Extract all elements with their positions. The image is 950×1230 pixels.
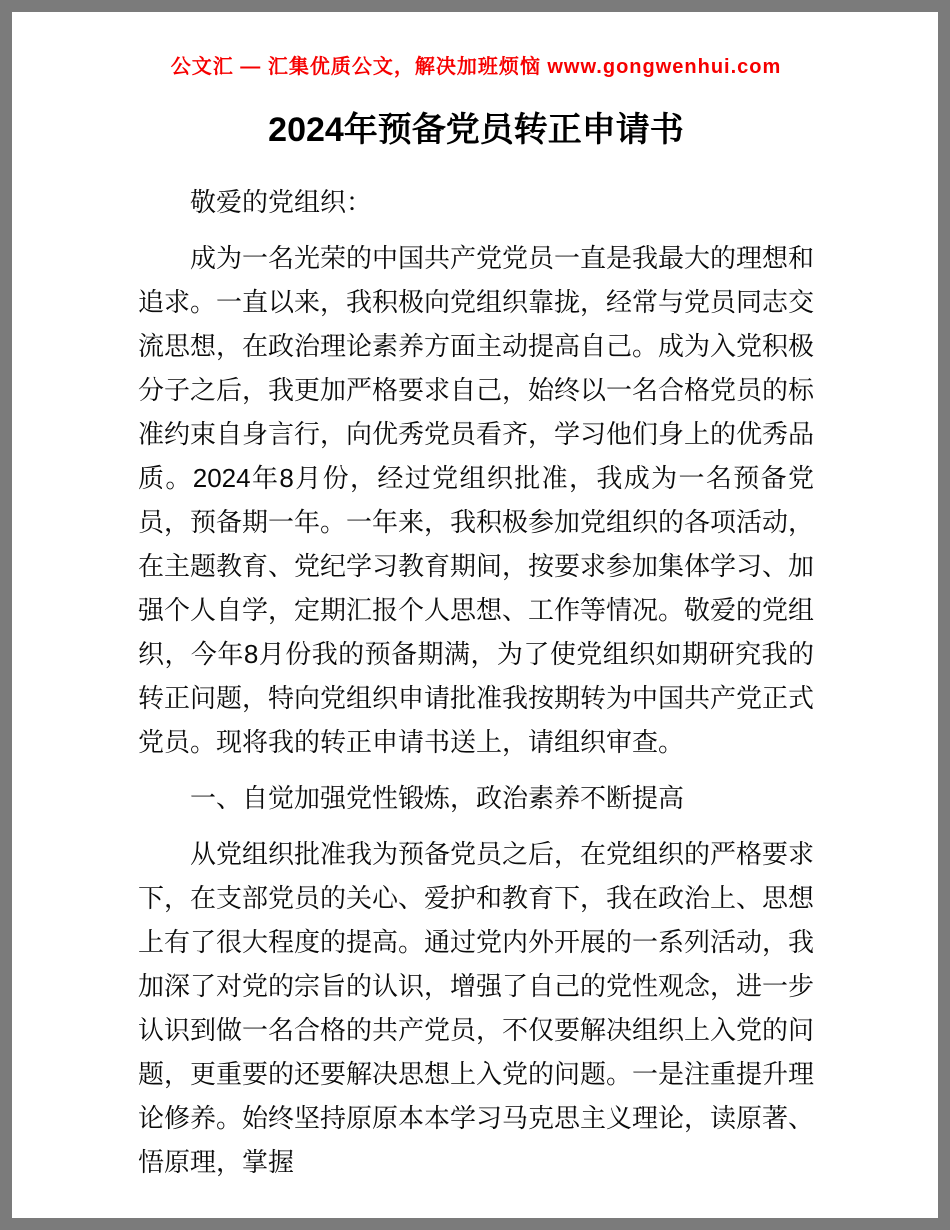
paragraph-body: 成为一名光荣的中国共产党党员一直是我最大的理想和追求。一直以来，我积极向党组织靠拢，经常与党员同志交流思想，在政治理论素养方面主动提高自己。成为入党积极分子之后，我更加严格要求自己，始终以一名合格党员的标准约束自身言行，向优秀党员看齐，学习他们身上的优秀品质。2024年8月份，经过党组织批准，我成为一名预备党员，预备期一年。一年来，我积极参加党组织的各项活动，在主题教育、党纪学习教育期间，按要求参加集体学习、加强个人自学，定期汇报个人思想、工作等情况。敬爱的党组织，今年8月份我的预备期满，为了使党组织如期研究我的转正问题，特向党组织申请批准我按期转为中国共产党正式党员。现将我的转正申请书送上，请组织审查。 (138, 243, 815, 757)
document-body (138, 180, 814, 1184)
paragraph-section-heading: 一、自觉加强党性锻炼，政治素养不断提高 (190, 783, 685, 813)
document-title: 2024年预备党员转正申请书 (268, 111, 684, 149)
document-page (12, 12, 938, 1218)
watermark-banner: 公文汇 — 汇集优质公文，解决加班烦恼 www.gongwenhui.com (170, 56, 782, 78)
paragraph-salutation: 敬爱的党组织： (190, 187, 373, 217)
paragraph-body: 从党组织批准我为预备党员之后，在党组织的严格要求下，在支部党员的关心、爱护和教育下，我在政治上、思想上有了很大程度的提高。通过党内外开展的一系列活动，我加深了对党的宗旨的认识，增强了自己的党性观念，进一步认识到做一名合格的共产党员，不仅要解决组织上入党的问题，更重要的还要解决思想上入党的问题。一是注重提升理论修养。始终坚持原原本本学习马克思主义理论，读原著、悟原理，掌握 (138, 839, 815, 1177)
